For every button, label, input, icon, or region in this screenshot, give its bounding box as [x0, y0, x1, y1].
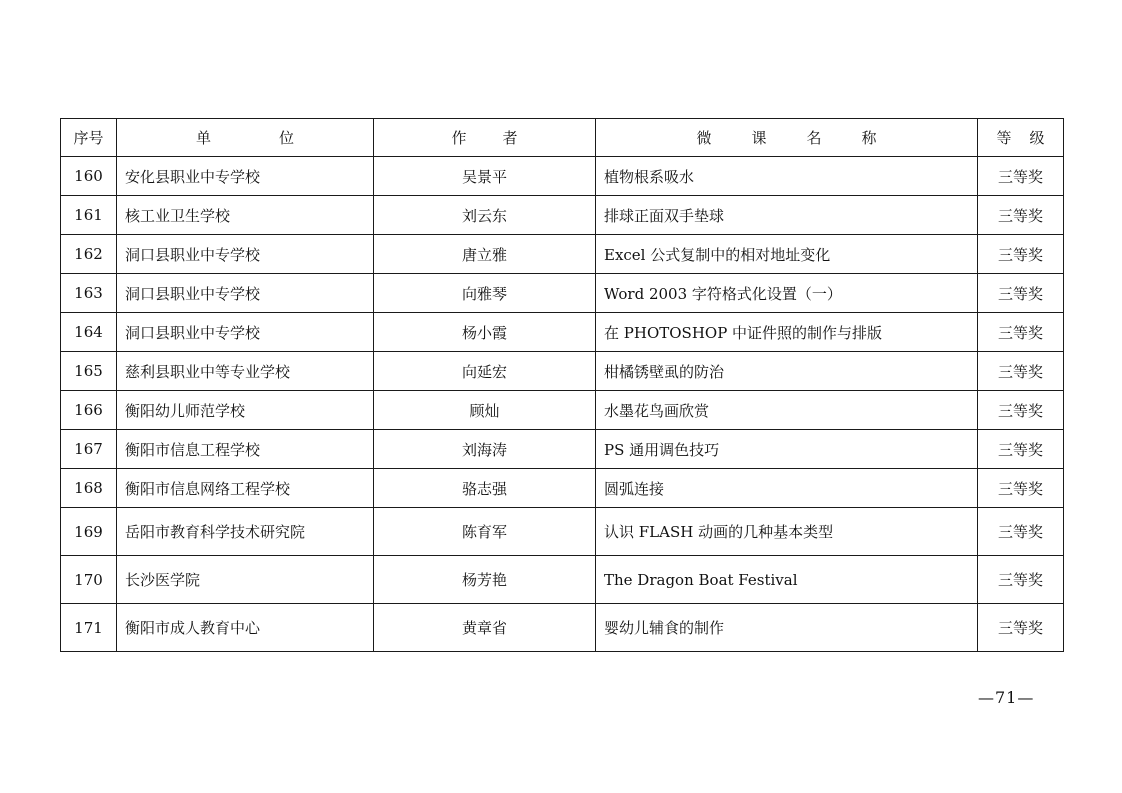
cell-unit: 衡阳市成人教育中心 [117, 604, 374, 652]
table-row [61, 196, 1064, 235]
cell-title: PS 通用调色技巧 [596, 430, 978, 469]
cell-no: 160 [61, 157, 117, 196]
cell-title: 柑橘锈壁虱的防治 [596, 352, 978, 391]
cell-no: 170 [61, 556, 117, 604]
header-title-char: 课 [751, 129, 767, 147]
cell-author: 吴景平 [374, 157, 596, 196]
cell-grade: 三等奖 [978, 352, 1064, 391]
table-header [61, 119, 1064, 157]
cell-grade: 三等奖 [978, 469, 1064, 508]
table-row [61, 391, 1064, 430]
cell-unit: 核工业卫生学校 [117, 196, 374, 235]
cell-author: 刘海涛 [374, 430, 596, 469]
cell-no: 169 [61, 508, 117, 556]
cell-unit: 长沙医学院 [117, 556, 374, 604]
header-title-char: 名 [806, 129, 822, 147]
table-body [61, 157, 1064, 652]
header-title-char: 称 [861, 129, 877, 147]
cell-grade: 三等奖 [978, 556, 1064, 604]
cell-no: 166 [61, 391, 117, 430]
table-row [61, 508, 1064, 556]
table-row [61, 430, 1064, 469]
table-row [61, 313, 1064, 352]
cell-unit: 洞口县职业中专学校 [117, 235, 374, 274]
cell-unit: 衡阳市信息网络工程学校 [117, 469, 374, 508]
cell-title: 婴幼儿辅食的制作 [596, 604, 978, 652]
cell-no: 163 [61, 274, 117, 313]
cell-unit: 安化县职业中专学校 [117, 157, 374, 196]
table-row [61, 157, 1064, 196]
table-row [61, 604, 1064, 652]
cell-author: 唐立雅 [374, 235, 596, 274]
cell-author: 刘云东 [374, 196, 596, 235]
header-author-char: 者 [502, 129, 518, 147]
header-grade-char: 等 [996, 129, 1012, 147]
cell-no: 162 [61, 235, 117, 274]
cell-grade: 三等奖 [978, 313, 1064, 352]
cell-unit: 洞口县职业中专学校 [117, 313, 374, 352]
table-row [61, 469, 1064, 508]
table-row [61, 352, 1064, 391]
cell-grade: 三等奖 [978, 235, 1064, 274]
table-row [61, 556, 1064, 604]
page-number: —71— [978, 688, 1035, 707]
table-row [61, 235, 1064, 274]
cell-title: 排球正面双手垫球 [596, 196, 978, 235]
cell-unit: 岳阳市教育科学技术研究院 [117, 508, 374, 556]
cell-title: 水墨花鸟画欣赏 [596, 391, 978, 430]
header-grade-char: 级 [1029, 129, 1045, 147]
header-grade [978, 119, 1064, 157]
cell-no: 165 [61, 352, 117, 391]
header-unit [117, 119, 374, 157]
header-no: 序号 [61, 119, 117, 157]
cell-unit: 衡阳市信息工程学校 [117, 430, 374, 469]
cell-no: 161 [61, 196, 117, 235]
cell-author: 黄章省 [374, 604, 596, 652]
header-title-char: 微 [696, 129, 712, 147]
cell-grade: 三等奖 [978, 196, 1064, 235]
cell-grade: 三等奖 [978, 274, 1064, 313]
header-unit-char: 位 [278, 129, 294, 147]
table-row [61, 274, 1064, 313]
cell-title: 圆弧连接 [596, 469, 978, 508]
cell-title: Excel 公式复制中的相对地址变化 [596, 235, 978, 274]
header-author [374, 119, 596, 157]
cell-no: 164 [61, 313, 117, 352]
cell-title: 植物根系吸水 [596, 157, 978, 196]
cell-author: 向延宏 [374, 352, 596, 391]
cell-author: 杨芳艳 [374, 556, 596, 604]
cell-title: 认识 FLASH 动画的几种基本类型 [596, 508, 978, 556]
cell-unit: 洞口县职业中专学校 [117, 274, 374, 313]
header-author-char: 作 [451, 129, 467, 147]
cell-grade: 三等奖 [978, 391, 1064, 430]
header-unit-char: 单 [196, 129, 212, 147]
cell-no: 171 [61, 604, 117, 652]
cell-title: Word 2003 字符格式化设置（一） [596, 274, 978, 313]
cell-author: 骆志强 [374, 469, 596, 508]
cell-unit: 慈利县职业中等专业学校 [117, 352, 374, 391]
cell-grade: 三等奖 [978, 604, 1064, 652]
cell-grade: 三等奖 [978, 157, 1064, 196]
cell-no: 168 [61, 469, 117, 508]
cell-author: 杨小霞 [374, 313, 596, 352]
cell-grade: 三等奖 [978, 508, 1064, 556]
cell-author: 陈育军 [374, 508, 596, 556]
cell-no: 167 [61, 430, 117, 469]
award-table [60, 118, 1064, 652]
cell-author: 向雅琴 [374, 274, 596, 313]
cell-unit: 衡阳幼儿师范学校 [117, 391, 374, 430]
cell-author: 顾灿 [374, 391, 596, 430]
header-row [61, 119, 1064, 157]
cell-title: The Dragon Boat Festival [596, 556, 978, 604]
cell-grade: 三等奖 [978, 430, 1064, 469]
cell-title: 在 PHOTOSHOP 中证件照的制作与排版 [596, 313, 978, 352]
header-title [596, 119, 978, 157]
